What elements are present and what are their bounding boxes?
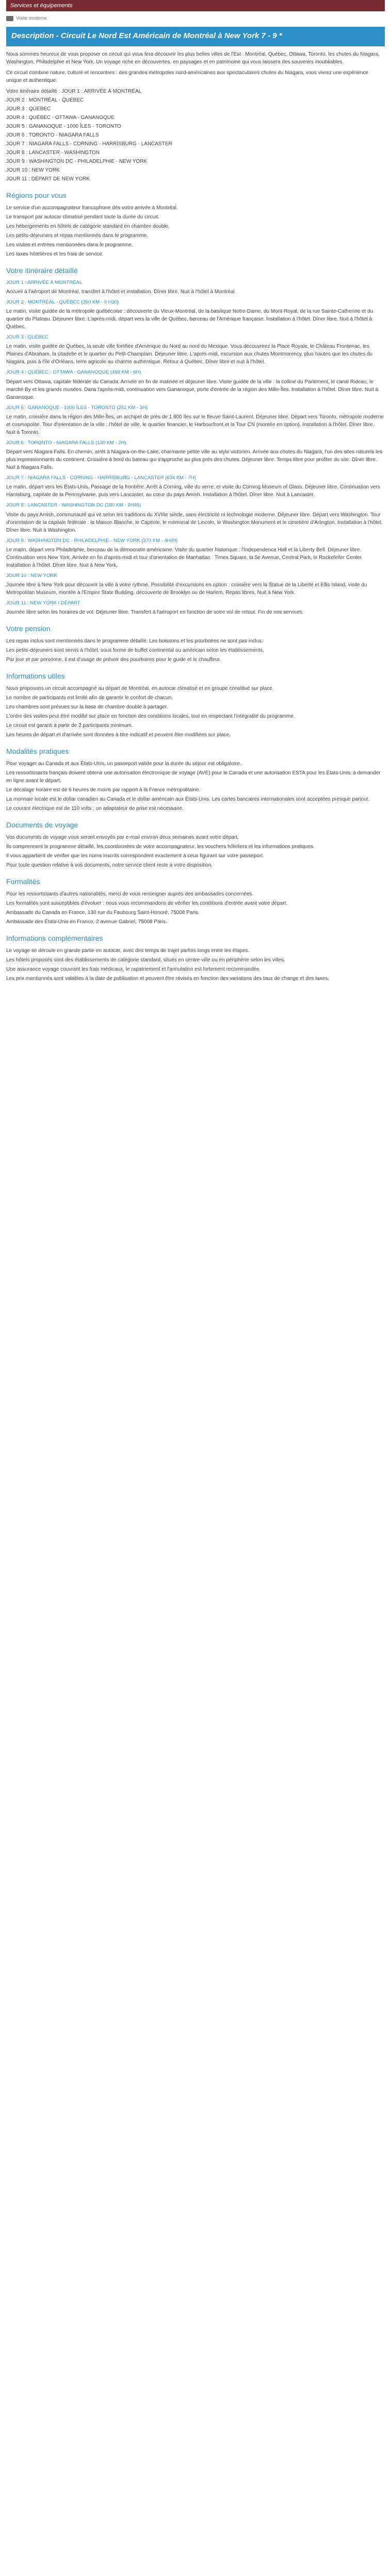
day-text: Le matin, visite guidée de Québec, la seule ville fortifiée d'Amérique du Nord au nord du Mexique. Vous découvrirez la Place Royale, le Château Frontenac, les Plaines d'Abraham, la citadelle et le quartier du Petit-Champlain. Déjeuner libre. L'après-midi, excursion aux chutes Montmorency, plus hautes que les chutes du Niagara, puis à l'île d'Orléans, terre agricole au charme authentique. Retour à Québec. Dîner libre et nuit à l'hôtel. bbox=[6, 344, 373, 365]
section-paragraph: Les petits-déjeuners et repas mentionnés dans le programme. bbox=[6, 232, 149, 239]
section-paragraph: Les heures de départ et d'arrivée sont données à titre indicatif et peuvent être modifiées sur place. bbox=[6, 732, 231, 738]
day-text: Accueil à l'aéroport de Montréal, transfert à l'hôtel et installation. Dîner libre. Nuit à l'hôtel à Montréal. bbox=[6, 289, 236, 295]
section-paragraph: Les repas inclus sont mentionnés dans le programme détaillé. Les boissons et les pourboires ne sont pas inclus. bbox=[6, 638, 264, 645]
intro-line: JOUR 7 : NIAGARA FALLS - CORNING - HARRISBURG - LANCASTER bbox=[6, 141, 172, 147]
day-text: Journée libre selon les horaires de vol. Déjeuner libre. Transfert à l'aéroport en fonction de votre vol de retour. Fin de nos services. bbox=[6, 609, 304, 616]
section-paragraph: Les hébergements en hôtels de catégorie standard en chambre double. bbox=[6, 223, 170, 229]
section-paragraph: Ambassade du Canada en France, 130 rue du Faubourg Saint-Honoré, 75008 Paris. bbox=[6, 910, 200, 916]
section-paragraph: L'ordre des visites peut être modifié sur place en fonction des conditions locales, tout en respectant l'intégralité du programme. bbox=[6, 714, 295, 720]
section-heading-practical: Modalités pratiques bbox=[6, 747, 69, 756]
day-text: Le matin, croisière dans la région des Mille-Îles, un archipel de près de 1 800 îles sur le fleuve Saint-Laurent. Déjeuner libre. Départ vers Toronto, métropole moderne et cosmopolite. Tour d'orientation de la ville : l'hôtel de ville, le quartier financier, le Harbourfront et la Tour CN (montée en option). Installation à l'hôtel. Dîner libre. Nuit à Toronto. bbox=[6, 414, 384, 435]
section-pension bbox=[6, 637, 385, 664]
intro-line: JOUR 6 : TORONTO - NIAGARA FALLS bbox=[6, 132, 99, 138]
breadcrumb[interactable] bbox=[6, 13, 385, 24]
intro-line: JOUR 8 : LANCASTER - WASHINGTON bbox=[6, 149, 100, 156]
section-heading-included: Régions pour vous bbox=[6, 191, 67, 199]
section-heading-useful-info: Informations utiles bbox=[6, 672, 65, 681]
section-paragraph: Les petits-déjeuners sont servis à l'hôtel, sous forme de buffet continental ou américain selon les établissements. bbox=[6, 648, 264, 654]
day-text: Départ vers Ottawa, capitale fédérale du Canada. Arrivée en fin de matinée et déjeuner libre. Visite guidée de la ville : la colline du Parlement, le canal Rideau, le marché By et les grands musées. Dans l'après-midi, continuation vers Gananoque, porte d'entrée de la région des Mille-Îles. Installation à l'hôtel. Dîner libre. Nuit à Gananoque. bbox=[6, 379, 379, 400]
section-formalities bbox=[6, 890, 385, 926]
section-paragraph: Le décalage horaire est de 6 heures de moins par rapport à la France métropolitaine. bbox=[6, 787, 201, 793]
section-heading-formalities: Formalités bbox=[6, 877, 40, 886]
day-text: Départ vers Niagara Falls. En chemin, arrêt à Niagara-on-the-Lake, charmante petite ville au style victorien. Arrivée aux chutes du Niagara, l'un des sites naturels les plus impressionnants du continent. Croisière à bord du bateau qui s'approche au plus près des chutes. Déjeuner libre. Temps libre pour profiter du site. Dîner libre. Nuit à Niagara Falls. bbox=[6, 449, 382, 470]
intro-paragraph: Ce circuit combine nature, culture et rencontres : des grandes métropoles nord-américaines aux spectaculaires chutes du Niagara, vous vivrez une expérience unique et authentique. bbox=[6, 70, 369, 83]
section-paragraph: Les hôtels proposés sont des établissements de catégorie standard, situés en centre-ville ou en périphérie selon les villes. bbox=[6, 957, 285, 963]
tour-icon bbox=[6, 16, 13, 21]
section-paragraph: Le nombre de participants est limité afin de garantir le confort de chacun. bbox=[6, 695, 173, 701]
day-title: JOUR 6 : TORONTO - NIAGARA FALLS (130 KM - 2H) bbox=[6, 439, 126, 446]
day-text: Le matin, départ vers Philadelphie, berceau de la démocratie américaine. Visite du quartier historique : l'Independence Hall et la Liberty Bell. Déjeuner libre. Continuation vers New York. Arrivée en fin d'après-midi et tour d'orientation de Manhattan : Times Square, la 5e Avenue, Central Park, le Rockefeller Center. Installation à l'hôtel. Dîner libre. Nuit à New York. bbox=[6, 547, 363, 568]
section-documents bbox=[6, 834, 385, 869]
section-paragraph: Vos documents de voyage vous seront envoyés par e-mail environ deux semaines avant votre départ. bbox=[6, 835, 239, 841]
intro-line: JOUR 3 : QUÉBEC bbox=[6, 106, 51, 112]
intro-line: JOUR 9 : WASHINGTON DC - PHILADELPHIE - NEW YORK bbox=[6, 158, 148, 164]
section-useful-info bbox=[6, 685, 385, 739]
day-title: JOUR 7 : NIAGARA FALLS - CORNING - HARRISBURG - LANCASTER (634 KM - 7H) bbox=[6, 475, 196, 481]
day-text: Le matin, départ vers les États-Unis. Passage de la frontière. Arrêt à Corning, ville du verre, et visite du Corning Museum of Glass. Déjeuner libre. Continuation vers Harrisburg, capitale de la Pennsylvanie, puis vers Lancaster, au cœur du pays Amish. Installation à l'hôtel. Dîner libre. Nuit à Lancaster. bbox=[6, 484, 380, 498]
section-paragraph: Le transport par autocar climatisé pendant toute la durée du circuit. bbox=[6, 214, 159, 220]
itinerary bbox=[6, 279, 385, 617]
intro-paragraph: Nous sommes heureux de vous proposer ce circuit qui vous fera découvrir les plus belles villes de l'Est : Montréal, Québec, Ottawa, Toronto, les chutes du Niagara, Washington, Philadelphie et New York. Un voyage riche en découvertes, en paysages et en patrimoine qui vous laissera des souvenirs inoubliables. bbox=[6, 51, 380, 65]
day-title: JOUR 2 : MONTRÉAL - QUÉBEC (250 KM - 3 H30) bbox=[6, 299, 119, 305]
day-title: JOUR 10 : NEW YORK bbox=[6, 572, 57, 579]
section-additional-info bbox=[6, 947, 385, 982]
intro-line: Votre itinéraire détaillé : JOUR 1 : ARRIVÉE À MONTRÉAL bbox=[6, 88, 142, 94]
section-paragraph: Les taxes hôtelières et les frais de service. bbox=[6, 251, 104, 257]
section-paragraph: Le circuit est garanti à partir de 2 participants minimum. bbox=[6, 723, 133, 729]
section-paragraph: Les prix mentionnés sont valables à la date de publication et peuvent être révisés en fonction des variations des taux de change et des taxes. bbox=[6, 976, 329, 982]
section-paragraph: Les ressortissants français doivent obtenir une autorisation électronique de voyage (AVE) pour le Canada et une autorisation ESTA pour les États-Unis, à demander en ligne avant le départ. bbox=[6, 770, 381, 784]
section-included bbox=[6, 204, 385, 258]
section-paragraph: Nous proposons un circuit accompagné au départ de Montréal, en autocar climatisé et en groupe constitué sur place. bbox=[6, 686, 274, 692]
section-paragraph: Pour voyager au Canada et aux États-Unis, un passeport valide pour la durée du séjour est obligatoire. bbox=[6, 761, 241, 767]
section-paragraph: La monnaie locale est le dollar canadien au Canada et le dollar américain aux États-Unis. Les cartes bancaires internationales sont acceptées presque partout. bbox=[6, 796, 370, 803]
day-title: JOUR 3 : QUÉBEC bbox=[6, 334, 48, 340]
intro-line: JOUR 11 : DÉPART DE NEW YORK bbox=[6, 176, 90, 182]
section-practical bbox=[6, 760, 385, 812]
section-paragraph: Les visites et entrées mentionnées dans le programme. bbox=[6, 242, 133, 248]
day-title: JOUR 5 : GANANOQUE - 1000 ÎLES - TORONTO (251 KM - 3H) bbox=[6, 404, 148, 411]
section-paragraph: Le courant électrique est de 110 volts ; un adaptateur de prise est nécessaire. bbox=[6, 806, 184, 812]
intro-line: JOUR 4 : QUÉBEC - OTTAWA - GANANOQUE bbox=[6, 114, 115, 121]
section-paragraph: Le service d'un accompagnateur francophone dès votre arrivée à Montréal. bbox=[6, 205, 178, 211]
day-text: Journée libre à New York pour découvrir la ville à votre rythme. Possibilité d'excursions en option : croisière vers la Statue de la Liberté et Ellis Island, visite du Metropolitan Museum, montée à l'Empire State Building, découverte de Brooklyn ou de Harlem. Repas libres. Nuit à New York. bbox=[6, 582, 367, 596]
services-header-bar bbox=[6, 0, 385, 11]
section-heading-itinerary: Votre itinéraire détaillé bbox=[6, 266, 78, 275]
page bbox=[0, 0, 391, 982]
section-paragraph: Ambassade des États-Unis en France, 2 avenue Gabriel, 75008 Paris. bbox=[6, 919, 167, 925]
section-paragraph: Le voyage se déroule en grande partie en autocar, avec des temps de trajet parfois longs entre les étapes. bbox=[6, 948, 250, 954]
intro-block bbox=[6, 50, 385, 183]
intro-line: JOUR 2 : MONTRÉAL - QUÉBEC bbox=[6, 97, 84, 103]
day-title: JOUR 11 : NEW YORK / DÉPART bbox=[6, 600, 80, 606]
section-paragraph: Ils comprennent le programme détaillé, les coordonnées de votre accompagnateur, les vouchers hôteliers et les informations pratiques. bbox=[6, 844, 315, 850]
section-heading-documents: Documents de voyage bbox=[6, 821, 78, 829]
section-paragraph: Par jour et par personne, il est d'usage de prévoir des pourboires pour le guide et le chauffeur. bbox=[6, 657, 221, 663]
day-title: JOUR 9 : WASHINGTON DC - PHILADELPHIE - NEW YORK (370 KM - 4H30) bbox=[6, 537, 178, 544]
section-heading-additional-info: Informations complémentaires bbox=[6, 934, 103, 943]
section-paragraph: Les formalités sont susceptibles d'évoluer : nous vous recommandons de vérifier les conditions d'entrée avant votre départ. bbox=[6, 901, 288, 907]
intro-line: JOUR 5 : GANANOQUE - 1000 ÎLES - TORONTO bbox=[6, 123, 121, 129]
section-paragraph: Les chambres sont prévues sur la base de chambre double à partager. bbox=[6, 704, 168, 710]
section-paragraph: Pour toute question relative à vos documents, notre service client reste à votre disposition. bbox=[6, 862, 213, 869]
services-header-label: Services et équipements bbox=[10, 3, 73, 9]
day-title: JOUR 4 : QUÉBEC - OTTAWA - GANANOQUE (469 KM - 6H) bbox=[6, 369, 141, 376]
section-heading-pension: Votre pension bbox=[6, 624, 51, 633]
section-paragraph: Une assurance voyage couvrant les frais médicaux, le rapatriement et l'annulation est fortement recommandée. bbox=[6, 967, 261, 973]
day-text: Le matin, visite guidée de la métropole québécoise : découverte du Vieux-Montréal, de la basilique Notre-Dame, du Mont-Royal, de la rue Sainte-Catherine et du quartier du Plateau. Déjeuner libre. L'après-midi, départ vers la ville de Québec, berceau de l'Amérique française. Installation à l'hôtel. Dîner libre. Nuit à l'hôtel à Québec. bbox=[6, 309, 373, 330]
intro-line: JOUR 10 : NEW YORK bbox=[6, 167, 60, 173]
day-title: JOUR 8 : LANCASTER - WASHINGTON DC (180 KM - 2H45) bbox=[6, 502, 141, 509]
day-text: Visite du pays Amish, communauté qui vit selon les traditions du XVIIIe siècle, sans électricité ni technologie moderne. Déjeuner libre. Départ vers Washington. Tour d'orientation de la capitale fédérale : la Maison Blanche, le Capitole, le mémorial de Lincoln, le Washington Monument et le cimetière d'Arlington. Installation à l'hôtel. Dîner libre. Nuit à Washington. bbox=[6, 512, 383, 533]
page-title: Description - Circuit Le Nord Est Américain de Montréal à New York 7 - 9 * bbox=[6, 27, 385, 46]
day-title: JOUR 1 : ARRIVÉE À MONTRÉAL bbox=[6, 279, 83, 285]
breadcrumb-label: Visite moderne bbox=[16, 15, 47, 21]
section-paragraph: Il vous appartient de vérifier que les noms inscrits correspondent exactement à ceux figurant sur votre passeport. bbox=[6, 853, 264, 859]
section-paragraph: Pour les ressortissants d'autres nationalités, merci de vous renseigner auprès des ambassades concernées. bbox=[6, 891, 254, 897]
